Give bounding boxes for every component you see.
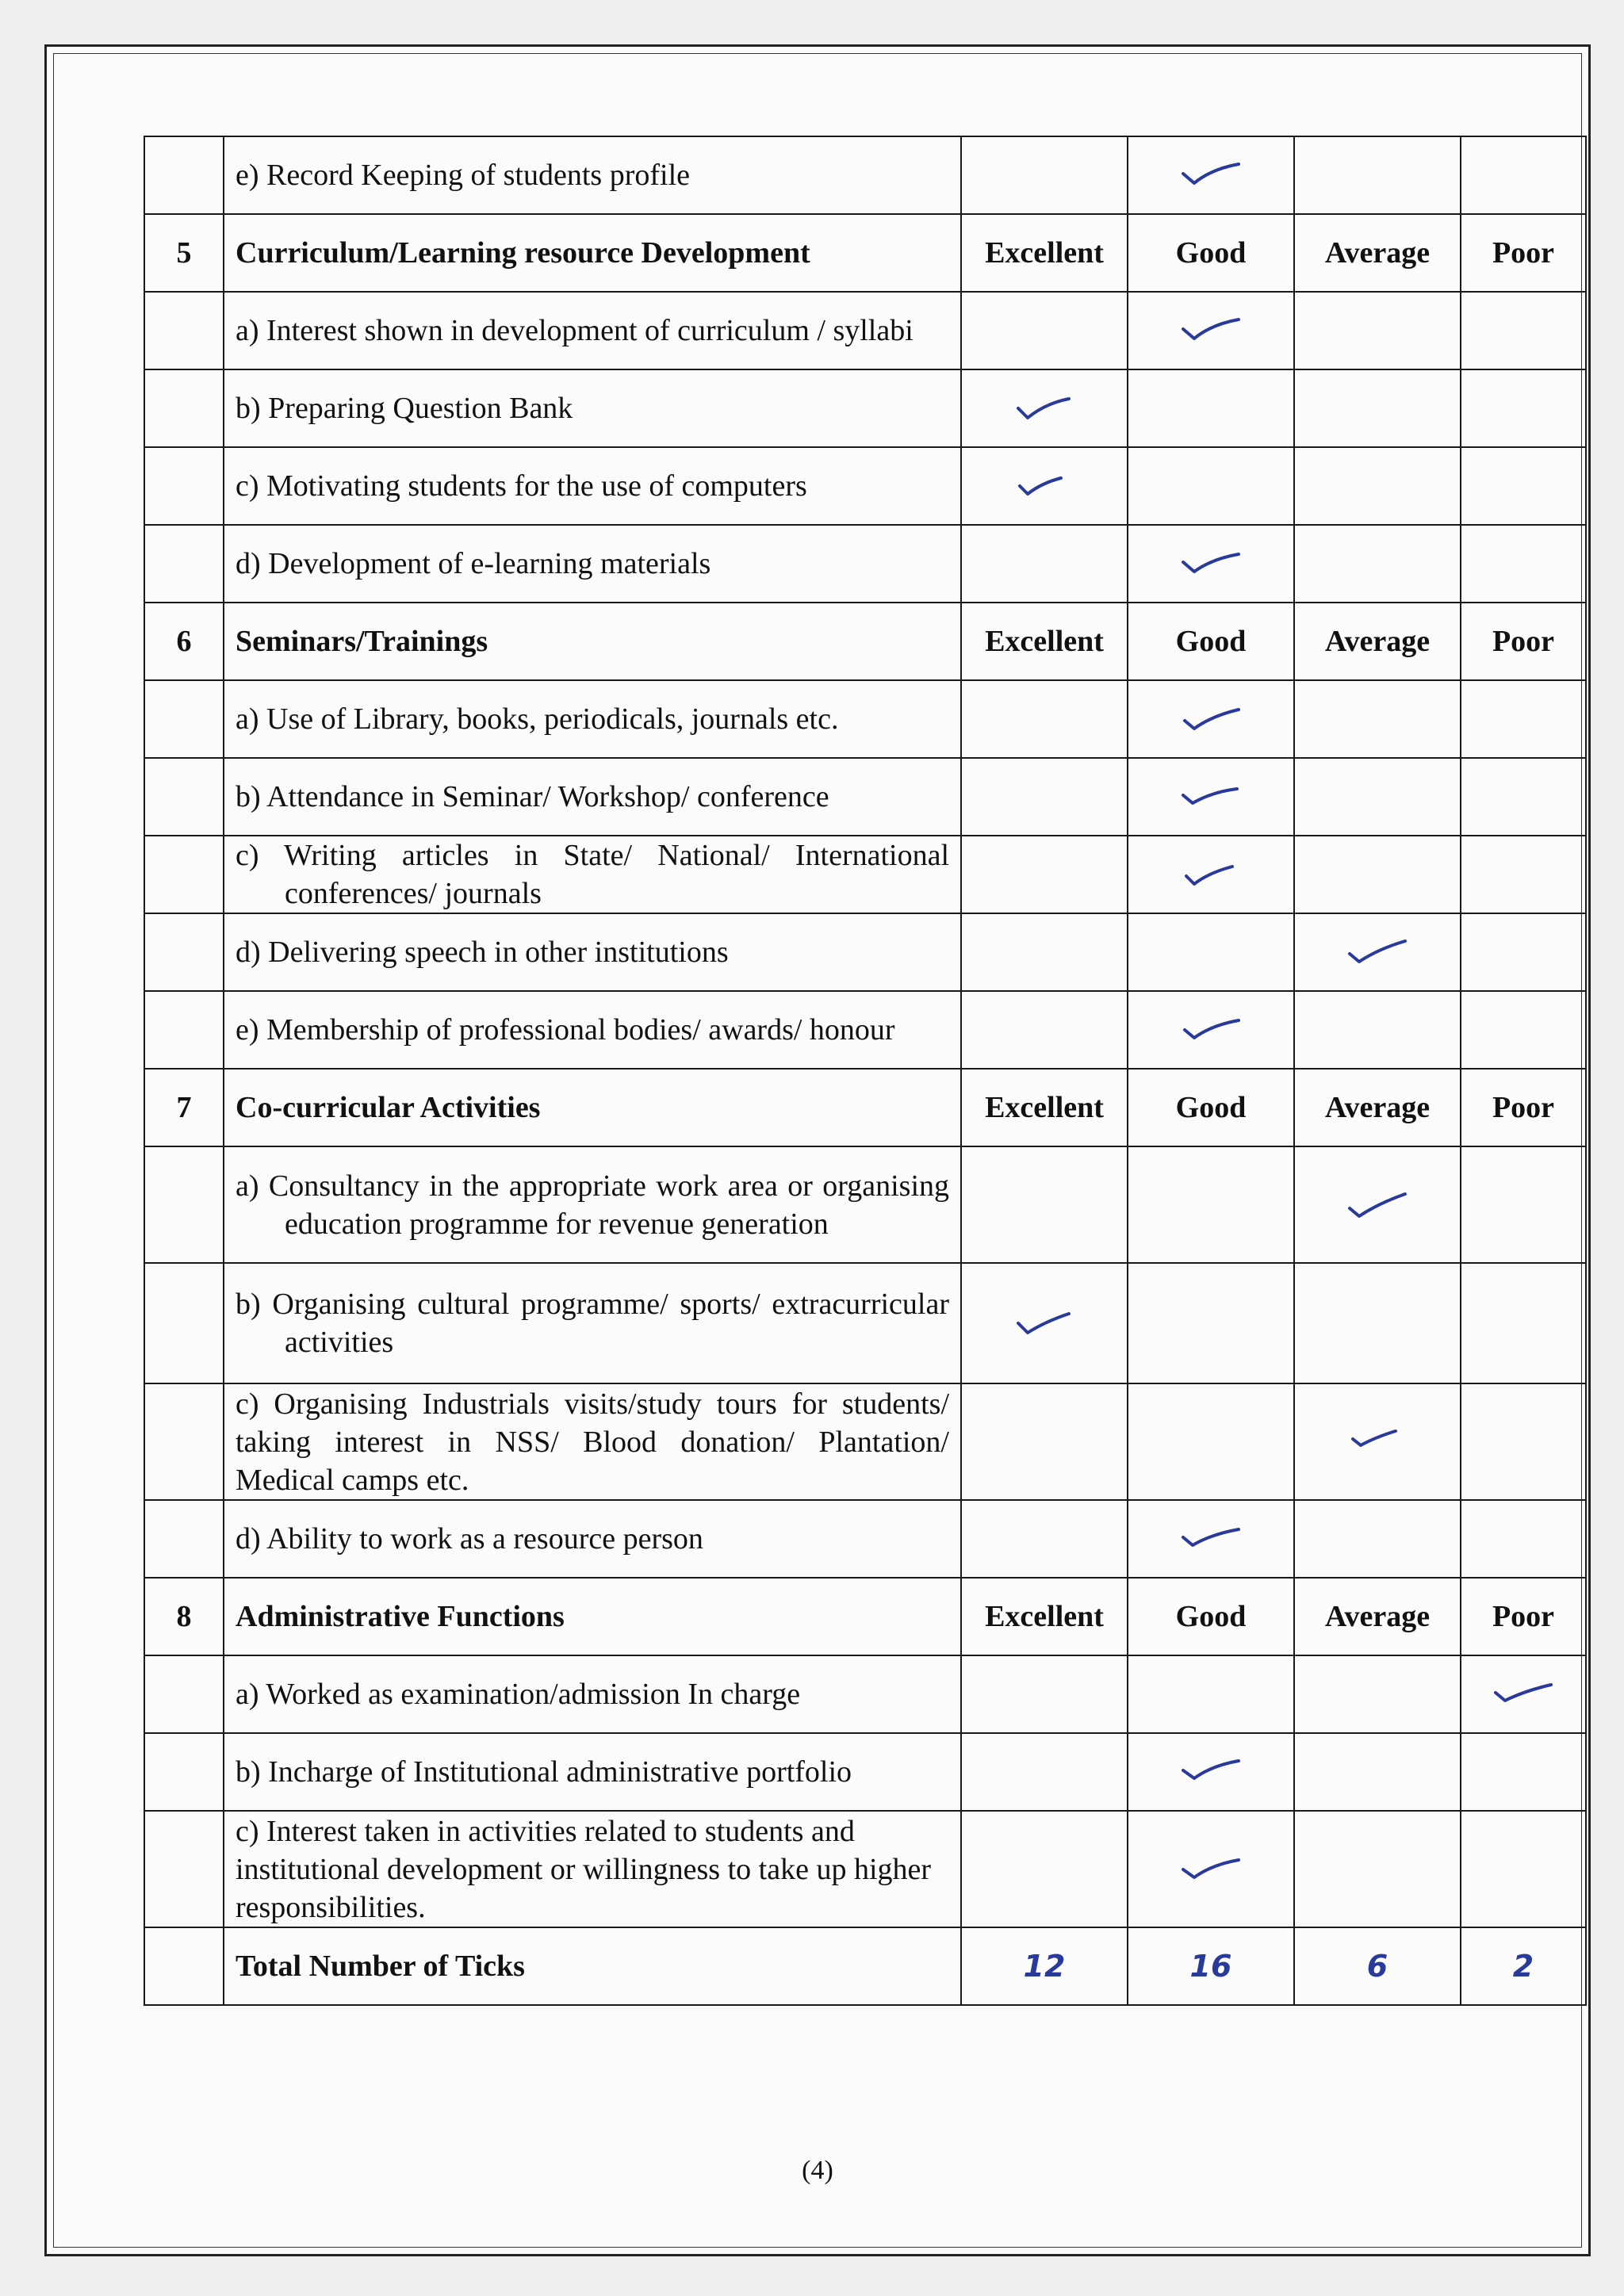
item-text: a) Interest shown in development of curriculum / syllabi <box>224 292 961 369</box>
average-cell <box>1294 991 1461 1069</box>
excellent-cell <box>961 991 1128 1069</box>
tick-mark-icon <box>1180 315 1242 346</box>
header-average: Average <box>1294 1578 1461 1655</box>
table-row <box>144 1811 1586 1927</box>
poor-cell <box>1461 680 1586 758</box>
tick-mark-icon <box>1346 1426 1408 1458</box>
section-number: 8 <box>144 1578 224 1655</box>
table-row <box>144 292 1586 369</box>
table-row <box>144 836 1586 913</box>
row-number-cell <box>144 836 224 913</box>
row-number-cell <box>144 991 224 1069</box>
excellent-cell <box>961 758 1128 836</box>
item-text: e) Record Keeping of students profile <box>236 159 690 192</box>
item-cell <box>224 136 961 214</box>
item-text: b) Preparing Question Bank <box>224 369 961 447</box>
total-poor: 2 <box>1461 1927 1586 2005</box>
good-cell <box>1128 913 1294 991</box>
header-excellent: Excellent <box>961 603 1128 680</box>
header-excellent: Excellent <box>961 1069 1128 1146</box>
excellent-cell <box>961 525 1128 603</box>
poor-cell <box>1461 913 1586 991</box>
item-cell <box>224 1146 961 1263</box>
good-cell <box>1128 991 1294 1069</box>
row-number-cell <box>144 1263 224 1383</box>
section-number: 6 <box>144 603 224 680</box>
good-cell <box>1128 1383 1294 1500</box>
total-average: 6 <box>1294 1927 1461 2005</box>
section-title: Co-curricular Activities <box>224 1069 961 1146</box>
table-row <box>144 369 1586 447</box>
tick-mark-icon <box>1180 1756 1242 1788</box>
total-good: 16 <box>1128 1927 1294 2005</box>
good-cell <box>1128 836 1294 913</box>
excellent-cell <box>961 913 1128 991</box>
row-number-cell <box>144 136 224 214</box>
good-cell <box>1128 369 1294 447</box>
page-number: (4) <box>802 2156 833 2185</box>
tick-mark-icon <box>1346 936 1408 968</box>
average-cell <box>1294 447 1461 525</box>
item-text: b) Attendance in Seminar/ Workshop/ conference <box>224 758 961 836</box>
poor-cell <box>1461 1733 1586 1811</box>
table-row <box>144 680 1586 758</box>
header-excellent: Excellent <box>961 214 1128 292</box>
row-number-cell <box>144 292 224 369</box>
header-poor: Poor <box>1461 1578 1586 1655</box>
table-row <box>144 1383 1586 1500</box>
good-cell <box>1128 680 1294 758</box>
tick-mark-icon <box>1180 159 1242 191</box>
row-number-cell <box>144 1383 224 1500</box>
poor-cell <box>1461 1146 1586 1263</box>
excellent-cell <box>961 1655 1128 1733</box>
header-good: Good <box>1128 214 1294 292</box>
excellent-cell <box>961 1383 1128 1500</box>
row-number-cell <box>144 525 224 603</box>
excellent-cell <box>961 292 1128 369</box>
tick-mark-icon <box>1180 781 1242 813</box>
evaluation-table <box>144 136 1587 2006</box>
tick-mark-icon <box>1180 859 1242 890</box>
table-row <box>144 447 1586 525</box>
header-good: Good <box>1128 1069 1294 1146</box>
row-number-cell <box>144 913 224 991</box>
good-cell <box>1128 136 1294 214</box>
average-cell <box>1294 913 1461 991</box>
header-poor: Poor <box>1461 214 1586 292</box>
table-row <box>144 1146 1586 1263</box>
table-row <box>144 758 1586 836</box>
item-text: d) Delivering speech in other institutions <box>224 913 961 991</box>
poor-cell <box>1461 136 1586 214</box>
average-cell <box>1294 1263 1461 1383</box>
item-cell <box>224 836 961 913</box>
item-text: b) Incharge of Institutional administrative portfolio <box>224 1733 961 1811</box>
average-cell <box>1294 369 1461 447</box>
average-cell <box>1294 1500 1461 1578</box>
item-text: a) Use of Library, books, periodicals, journals etc. <box>224 680 961 758</box>
header-average: Average <box>1294 214 1461 292</box>
poor-cell <box>1461 1811 1586 1927</box>
section-header-row <box>144 1578 1586 1655</box>
total-label: Total Number of Ticks <box>224 1927 961 2005</box>
item-text: c) Interest taken in activities related to students and institutional development or willingness to take up higher responsibilities. <box>224 1811 961 1927</box>
average-cell <box>1294 525 1461 603</box>
section-number: 7 <box>144 1069 224 1146</box>
item-cell <box>224 1263 961 1383</box>
good-cell <box>1128 1263 1294 1383</box>
average-cell <box>1294 1383 1461 1500</box>
excellent-cell <box>961 136 1128 214</box>
average-cell <box>1294 1146 1461 1263</box>
excellent-cell <box>961 680 1128 758</box>
average-cell <box>1294 758 1461 836</box>
header-good: Good <box>1128 1578 1294 1655</box>
header-poor: Poor <box>1461 603 1586 680</box>
poor-cell <box>1461 447 1586 525</box>
average-cell <box>1294 680 1461 758</box>
section-title: Seminars/Trainings <box>224 603 961 680</box>
item-text: b) Organising cultural programme/ sports/ extracurricular activities <box>236 1288 949 1359</box>
item-text: a) Worked as examination/admission In charge <box>224 1655 961 1733</box>
row-number-cell <box>144 680 224 758</box>
poor-cell <box>1461 1383 1586 1500</box>
tick-mark-icon <box>1180 1014 1242 1046</box>
header-average: Average <box>1294 1069 1461 1146</box>
poor-cell <box>1461 1655 1586 1733</box>
item-text: e) Membership of professional bodies/ awards/ honour <box>224 991 961 1069</box>
excellent-cell <box>961 369 1128 447</box>
row-number-cell <box>144 1655 224 1733</box>
section-header-row <box>144 603 1586 680</box>
total-row <box>144 1927 1586 2005</box>
average-cell <box>1294 836 1461 913</box>
good-cell <box>1128 1655 1294 1733</box>
tick-mark-icon <box>1013 1307 1075 1339</box>
item-text: c) Organising Industrials visits/study tours for students/ taking interest in NSS/ Blood donation/ Plantation/ Medical camps etc. <box>224 1383 961 1500</box>
section-title: Administrative Functions <box>224 1578 961 1655</box>
item-text: d) Ability to work as a resource person <box>224 1500 961 1578</box>
item-text: c) Motivating students for the use of computers <box>224 447 961 525</box>
row-number-cell <box>144 1146 224 1263</box>
table-row <box>144 1733 1586 1811</box>
average-cell <box>1294 1733 1461 1811</box>
good-cell <box>1128 525 1294 603</box>
tick-mark-icon <box>1180 703 1242 735</box>
table-row <box>144 525 1586 603</box>
tick-mark-icon <box>1013 392 1075 424</box>
item-text: a) Consultancy in the appropriate work area or organising education programme for revenue generation <box>236 1169 949 1241</box>
good-cell <box>1128 1811 1294 1927</box>
table-row <box>144 1655 1586 1733</box>
good-cell <box>1128 758 1294 836</box>
table-row <box>144 136 1586 214</box>
item-text: c) Writing articles in State/ National/ International conferences/ journals <box>236 839 949 910</box>
section-header-row <box>144 1069 1586 1146</box>
tick-mark-icon <box>1180 1523 1242 1555</box>
header-excellent: Excellent <box>961 1578 1128 1655</box>
excellent-cell <box>961 1500 1128 1578</box>
header-poor: Poor <box>1461 1069 1586 1146</box>
good-cell <box>1128 292 1294 369</box>
row-number-cell <box>144 1811 224 1927</box>
table-row <box>144 1500 1586 1578</box>
poor-cell <box>1461 1263 1586 1383</box>
good-cell <box>1128 1733 1294 1811</box>
poor-cell <box>1461 991 1586 1069</box>
average-cell <box>1294 136 1461 214</box>
excellent-cell <box>961 1733 1128 1811</box>
poor-cell <box>1461 369 1586 447</box>
excellent-cell <box>961 1146 1128 1263</box>
poor-cell <box>1461 758 1586 836</box>
tick-mark-icon <box>1346 1189 1408 1221</box>
item-text: d) Development of e-learning materials <box>224 525 961 603</box>
average-cell <box>1294 292 1461 369</box>
total-excellent: 12 <box>961 1927 1128 2005</box>
good-cell <box>1128 1146 1294 1263</box>
poor-cell <box>1461 836 1586 913</box>
row-number-cell <box>144 1500 224 1578</box>
section-title: Curriculum/Learning resource Development <box>224 214 961 292</box>
excellent-cell <box>961 1811 1128 1927</box>
table-row <box>144 1263 1586 1383</box>
tick-mark-icon <box>1492 1678 1554 1710</box>
form-page <box>44 44 1591 2256</box>
excellent-cell <box>961 1263 1128 1383</box>
poor-cell <box>1461 1500 1586 1578</box>
tick-mark-icon <box>1013 470 1075 502</box>
row-number-cell <box>144 369 224 447</box>
excellent-cell <box>961 836 1128 913</box>
poor-cell <box>1461 292 1586 369</box>
excellent-cell <box>961 447 1128 525</box>
poor-cell <box>1461 525 1586 603</box>
header-average: Average <box>1294 603 1461 680</box>
row-number-cell <box>144 447 224 525</box>
tick-mark-icon <box>1180 548 1242 580</box>
row-number-cell <box>144 1733 224 1811</box>
table-row <box>144 991 1586 1069</box>
good-cell <box>1128 1500 1294 1578</box>
good-cell <box>1128 447 1294 525</box>
section-header-row <box>144 214 1586 292</box>
average-cell <box>1294 1811 1461 1927</box>
header-good: Good <box>1128 603 1294 680</box>
section-number: 5 <box>144 214 224 292</box>
table-row <box>144 913 1586 991</box>
average-cell <box>1294 1655 1461 1733</box>
row-number-cell <box>144 1927 224 2005</box>
tick-mark-icon <box>1180 1854 1242 1885</box>
row-number-cell <box>144 758 224 836</box>
